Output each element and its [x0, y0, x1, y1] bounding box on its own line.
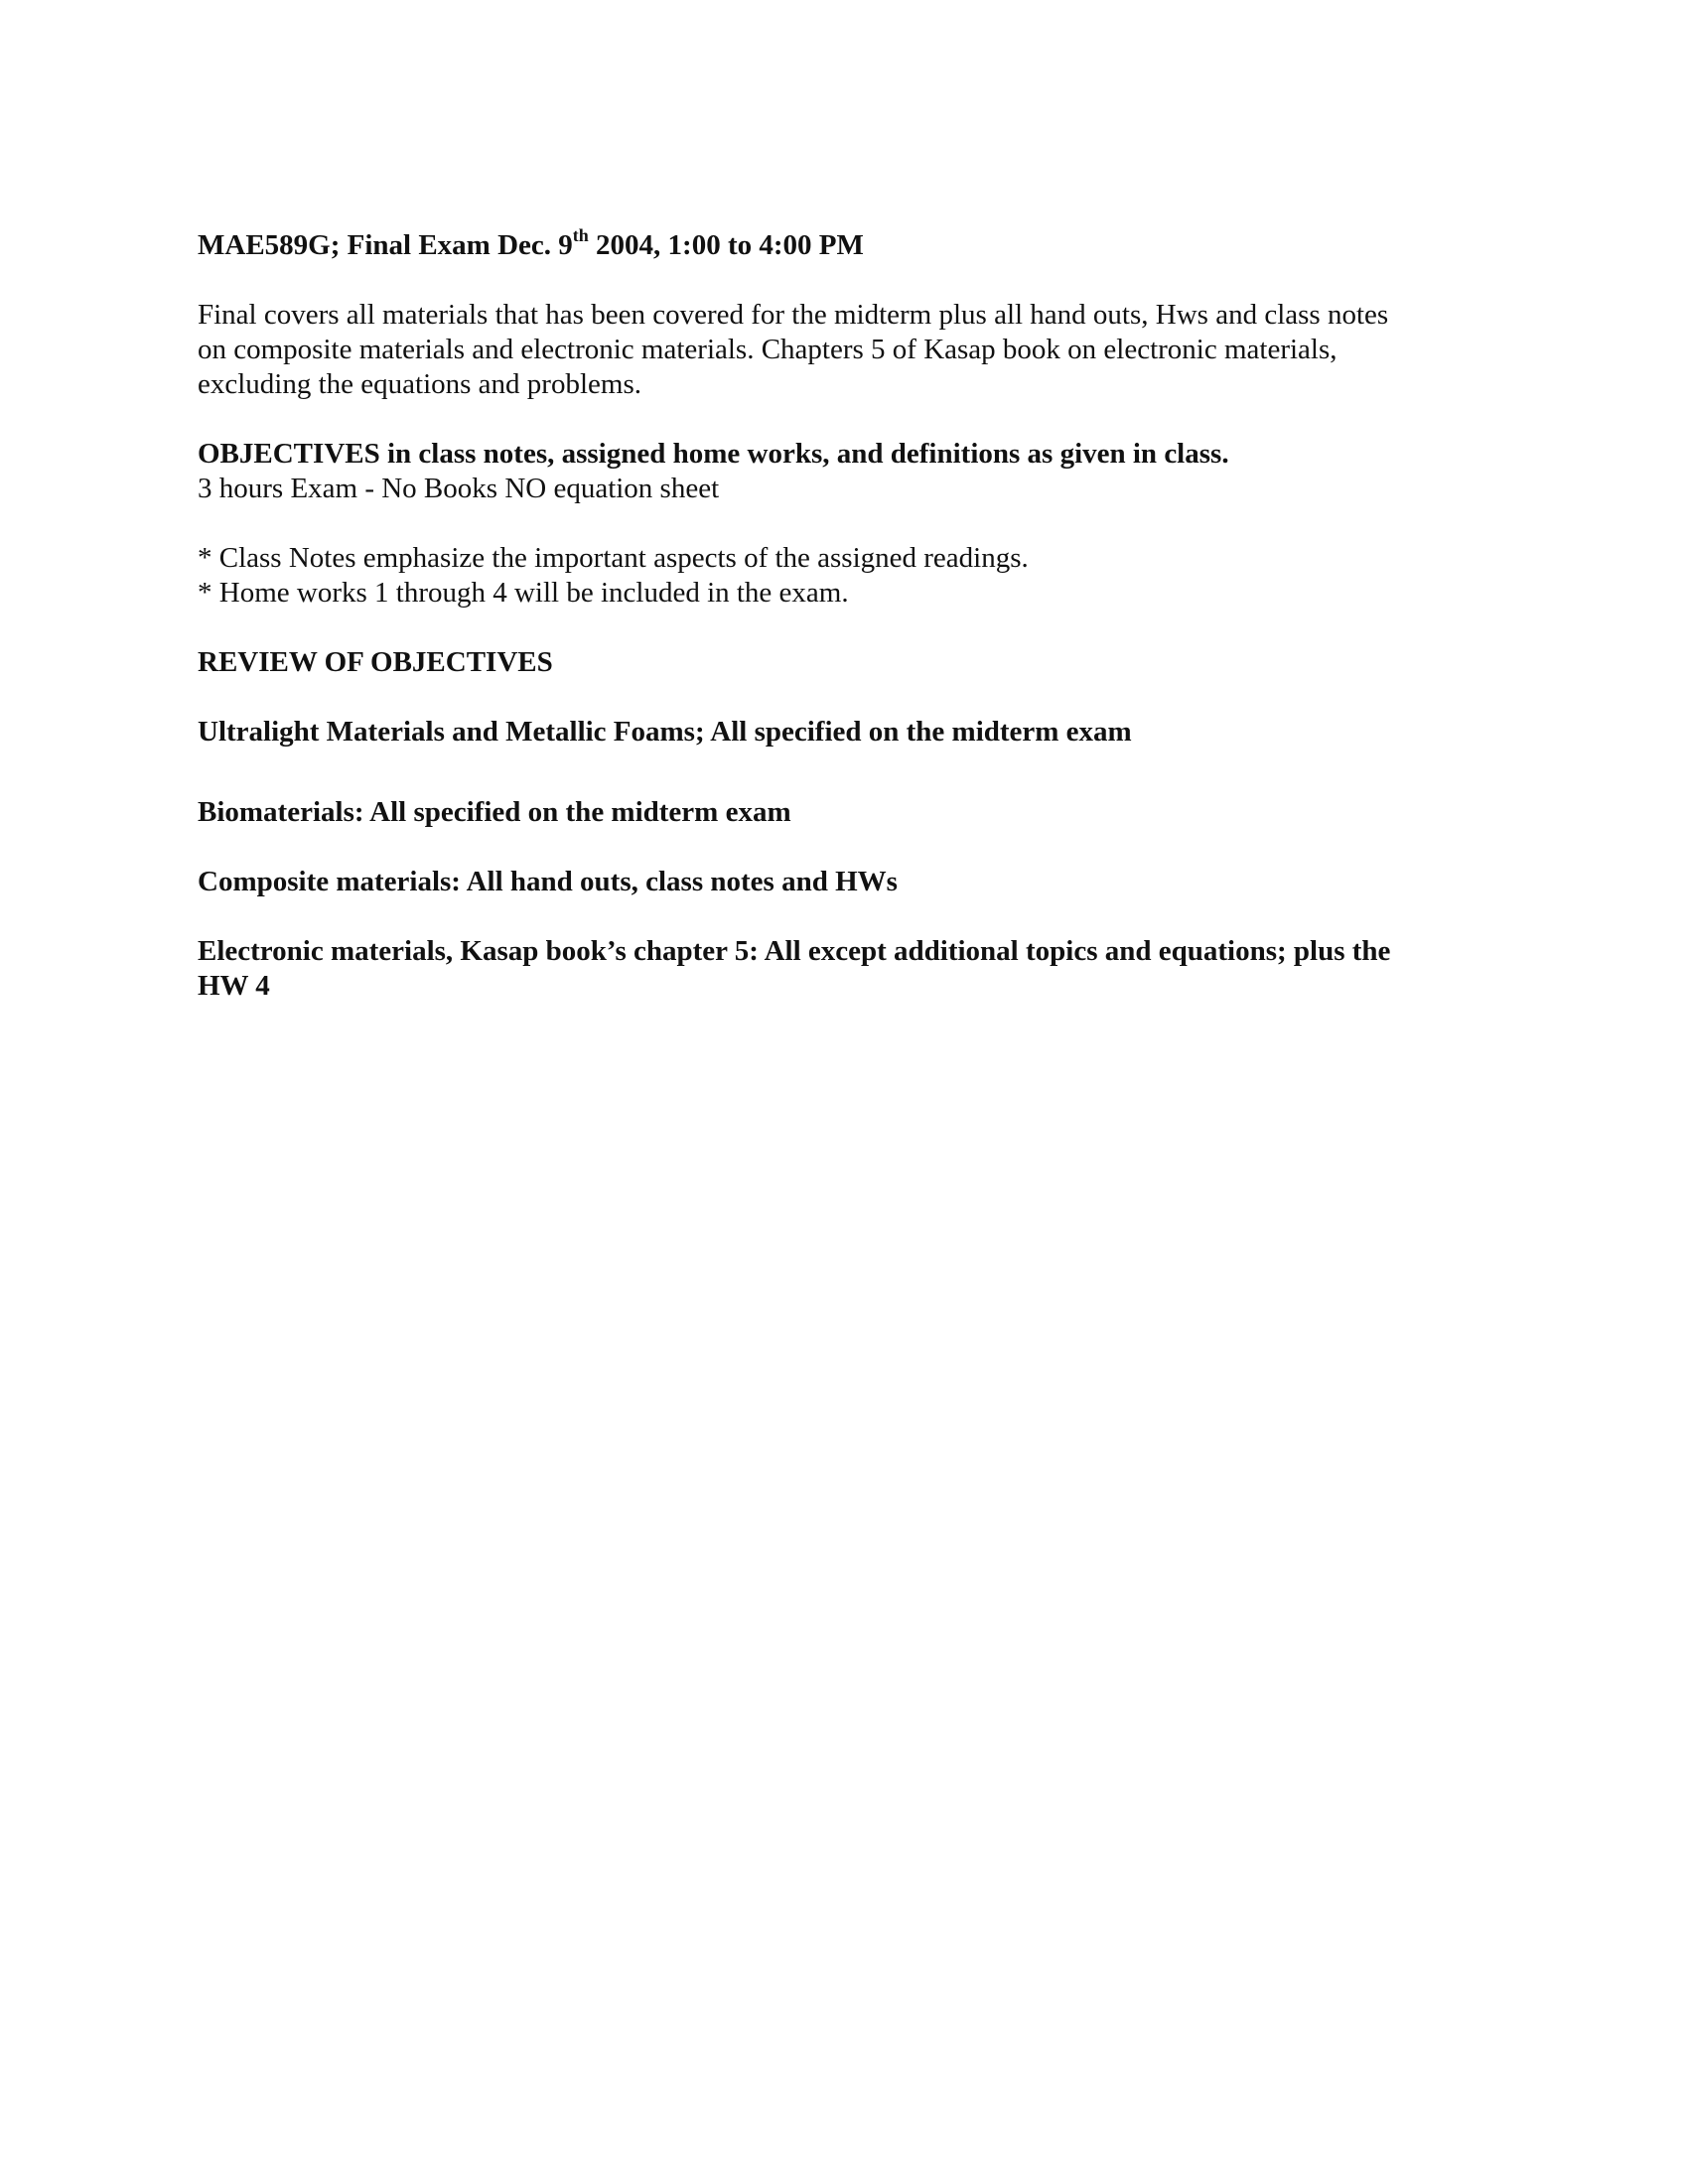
spacer [198, 830, 1518, 865]
review-item-electronic-line-2: HW 4 [198, 970, 270, 1002]
spacer [198, 680, 1518, 715]
intro-line-2: on composite materials and electronic materials. Chapters 5 of Kasap book on electronic materials, [198, 334, 1337, 365]
intro-paragraph [198, 298, 1518, 402]
note-item-1: * Class Notes emphasize the important aspects of the assigned readings. [198, 542, 1029, 574]
exam-title [198, 225, 1518, 263]
review-item-electronic-line-1: Electronic materials, Kasap book’s chapter 5: All except additional topics and equations; plus the [198, 935, 1391, 967]
note-item-2: * Home works 1 through 4 will be included in the exam. [198, 577, 849, 609]
spacer [198, 611, 1518, 645]
review-item-ultralight: Ultralight Materials and Metallic Foams; All specified on the midterm exam [198, 716, 1132, 748]
spacer [198, 506, 1518, 541]
review-item-biomaterials: Biomaterials: All specified on the midterm exam [198, 796, 791, 828]
review-heading: REVIEW OF OBJECTIVES [198, 646, 553, 678]
exam-title-part1: MAE589G; Final Exam Dec. 9 [198, 229, 573, 261]
spacer [198, 899, 1518, 934]
objectives-heading: OBJECTIVES in class notes, assigned home works, and definitions as given in class. [198, 438, 1229, 470]
spacer [198, 750, 1518, 795]
exam-title-superscript: th [572, 225, 589, 246]
review-item-electronic [198, 934, 1518, 1004]
review-item-composite: Composite materials: All hand outs, class notes and HWs [198, 866, 898, 897]
spacer [198, 263, 1518, 298]
intro-line-3: excluding the equations and problems. [198, 368, 641, 400]
objectives-section [198, 437, 1518, 506]
document-body [198, 225, 1518, 1004]
spacer [198, 402, 1518, 437]
exam-title-part2: 2004, 1:00 to 4:00 PM [588, 229, 864, 261]
exam-info: 3 hours Exam - No Books NO equation sheet [198, 473, 720, 504]
intro-line-1: Final covers all materials that has been covered for the midterm plus all hand outs, Hws and class notes [198, 299, 1389, 331]
notes-list [198, 541, 1518, 611]
